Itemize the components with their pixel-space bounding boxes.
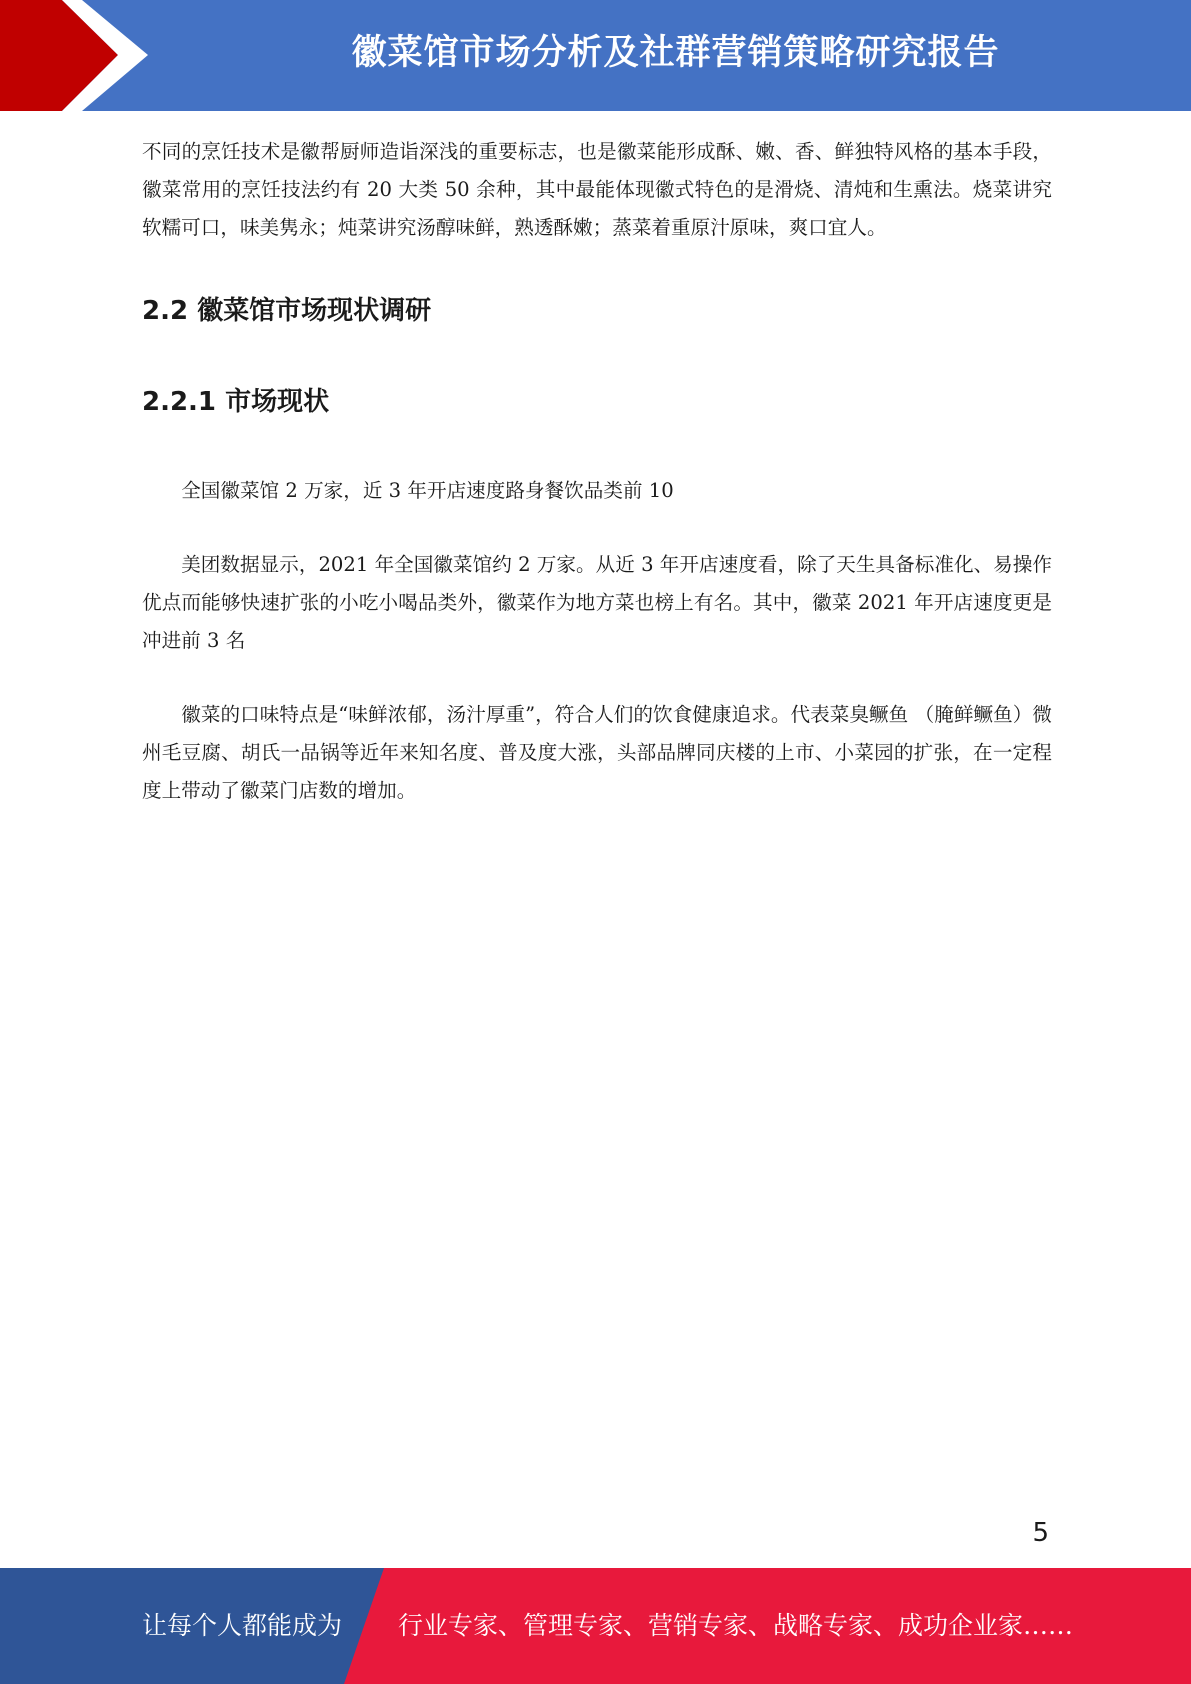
body-paragraph: 美团数据显示，2021 年全国徽菜馆约 2 万家。从近 3 年开店速度看，除了天生具备标准化、易操作优点而能够快速扩张的小吃小喝品类外，徽菜作为地方菜也榜上有名。其中，徽菜 2021 年开店速度更是冲进前 3 名 — [142, 553, 1052, 652]
page-content — [142, 133, 1052, 810]
page-number: 5 — [1032, 1518, 1049, 1548]
subsection-heading: 2.2.1 市场现状 — [142, 387, 330, 417]
body-paragraph: 徽菜的口味特点是“味鲜浓郁，汤汁厚重”，符合人们的饮食健康追求。代表菜臭鳜鱼 （腌鲜鳜鱼）微州毛豆腐、胡氏一品锅等近年来知名度、普及度大涨，头部品牌同庆楼的上市、小菜园的扩张，在一定程度上带动了徽菜门店数的增加。 — [142, 703, 1052, 802]
intro-paragraph: 不同的烹饪技术是徽帮厨师造诣深浅的重要标志，也是徽菜能形成酥、嫩、香、鲜独特风格的基本手段，徽菜常用的烹饪技法约有 20 大类 50 余种，其中最能体现徽式特色的是滑烧、清炖和生熏法。烧菜讲究软糯可口，味美隽永；炖菜讲究汤醇味鲜，熟透酥嫩；蒸菜着重原汁原味，爽口宜人。 — [142, 140, 1052, 239]
header-arrow-decoration — [0, 0, 160, 111]
page-footer — [0, 1568, 1191, 1684]
footer-slogan-right: 行业专家、管理专家、营销专家、战略专家、成功企业家…… — [398, 1611, 1074, 1640]
section-heading: 2.2 徽菜馆市场现状调研 — [142, 296, 432, 326]
document-title: 徽菜馆市场分析及社群营销策略研究报告 — [351, 33, 1000, 73]
page-header — [0, 0, 1191, 111]
footer-slogan-left: 让每个人都能成为 — [142, 1611, 343, 1640]
body-paragraph: 全国徽菜馆 2 万家，近 3 年开店速度路身餐饮品类前 10 — [181, 479, 674, 502]
